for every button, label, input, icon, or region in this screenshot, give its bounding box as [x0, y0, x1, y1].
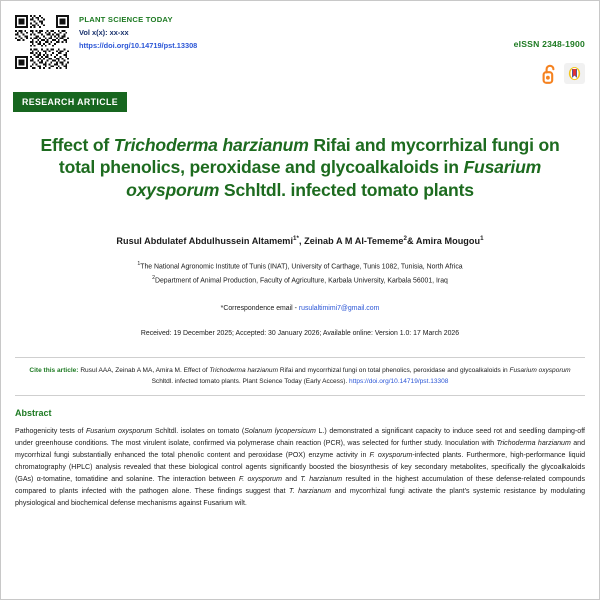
- author-1-sup: 1*: [293, 235, 299, 243]
- title-part-2: Rifai and mycorrhizal fungi on total phenolics, peroxidase and glycoalkaloids in: [58, 134, 560, 178]
- title-part-1: Effect of: [40, 134, 114, 155]
- citation-doi-link[interactable]: https://doi.org/10.14719/pst.13308: [349, 378, 449, 386]
- correspondence-line: [1, 287, 599, 312]
- abstract-seg-1: Pathogenicity tests of: [15, 427, 86, 435]
- abstract-seg-2: Schltdl. isolates on tomato (: [152, 427, 245, 435]
- author-1-name: Rusul Abdulatef Abdulhussein Altamemi: [116, 236, 294, 247]
- masthead: [1, 1, 599, 84]
- badge-row: [514, 63, 585, 84]
- publication-dates: Received: 19 December 2025; Accepted: 30 January 2026; Available online: Version 1.0: 17 March 2026: [140, 329, 460, 337]
- abstract-seg-3: L.) demonstrated a significant capacity to induce seed rot and seedling damping-off under greenhouse conditions. The most virulent isolate, confirmed via polymerase chain reaction (PCR), was selected for further study. Inoculation with: [15, 427, 586, 447]
- abstract-species-2: Solanum lycopersicum: [244, 427, 316, 435]
- masthead-right: [514, 15, 585, 84]
- abstract-seg-7: resulted in the highest accumulation of these defense-related compounds compared to plants infected with the pathogen alone. These findings suggest that: [15, 476, 585, 496]
- citation-species-2: Fusarium oxysporum: [509, 366, 571, 374]
- citation-text-2: Rifai and mycorrhizal fungi on total phenolics, peroxidase and glycoalkaloids in: [278, 366, 510, 374]
- crossmark-glyph-icon: [567, 66, 582, 81]
- abstract-seg-8: and mycorrhizal fungi activate the plant's systemic resistance by modulating physiological and biochemical defense mechanisms against Fusarium wilt.: [15, 488, 586, 508]
- abstract-species-3: Trichoderma harzianum: [496, 439, 571, 447]
- author-2-sup: 2: [403, 235, 408, 243]
- journal-doi-link[interactable]: https://doi.org/10.14719/pst.13308: [79, 41, 198, 51]
- title-species-2: Fusarium oxysporum: [126, 157, 542, 200]
- article-type-row: [1, 84, 599, 112]
- abstract-species-6: T. harzianum: [300, 476, 343, 484]
- journal-name: PLANT SCIENCE TODAY: [79, 15, 173, 24]
- qr-code-icon: [15, 15, 69, 69]
- affiliation-list: [1, 246, 599, 287]
- affiliation-item: [45, 274, 555, 287]
- title-part-3: Schltdl. infected tomato plants: [219, 179, 474, 200]
- author-2-name: Zeinab A M Al-Tememe: [304, 236, 404, 247]
- title-species-1: Trichoderma harzianum: [113, 134, 309, 155]
- abstract-heading: Abstract: [15, 407, 52, 418]
- correspondence-label: *Correspondence email -: [220, 304, 299, 312]
- abstract-seg-4: and mycorrhizal fungi substantially enhanced the total phenolic content and peroxidase (POX) enzyme activity in: [15, 439, 585, 460]
- author-list: [1, 213, 599, 246]
- abstract-species-1: Fusarium oxysporum: [85, 427, 153, 435]
- abstract-seg-6: and: [281, 476, 301, 484]
- eissn-label: eISSN 2348-1900: [513, 39, 585, 49]
- author-3-sup: 1: [480, 235, 484, 243]
- abstract-species-5: F. oxysporum: [238, 476, 282, 484]
- abstract-species-4: F. oxysporum: [369, 452, 413, 460]
- affiliation-2-sup: 2: [152, 274, 155, 281]
- affiliation-1-text: The National Agronomic Institute of Tunis (INAT), University of Carthage, Tunis 1082, Tunisia, North Africa: [140, 263, 463, 271]
- affiliation-1-sup: 1: [137, 261, 141, 268]
- correspondence-email-link[interactable]: rusulaltimimi7@gmail.com: [298, 304, 380, 312]
- open-access-lock-icon[interactable]: [542, 63, 558, 84]
- author-sep-2: &: [407, 236, 416, 247]
- abstract-body: [1, 418, 599, 511]
- article-type-badge: RESEARCH ARTICLE: [13, 92, 127, 112]
- crossmark-badge-icon[interactable]: [564, 63, 585, 84]
- citation-text-1: Rusul AAA, Zeinab A MA, Amira M. Effect of: [80, 366, 210, 374]
- masthead-left: [15, 15, 197, 69]
- citation-block: [15, 357, 585, 396]
- author-3-name: Amira Mougou: [415, 236, 481, 247]
- affiliation-2-text: Department of Animal Production, Faculty of Agriculture, Karbala University, Karbala 56001, Iraq: [155, 276, 448, 284]
- citation-species-1: Trichoderma harzianum: [209, 366, 279, 374]
- abstract-seg-5: -infected plants. Furthermore, high-performance liquid chromatography (HPLC) analysis revealed that these biological control agents significantly boosted the biosynthesis of key secondary metabolites, specifically the glycoalkaloids (GAs) α-tomatine, tomatidine and solanine. The interaction between: [15, 452, 586, 484]
- journal-info: [79, 15, 197, 51]
- citation-lead-label: Cite this article:: [29, 366, 81, 374]
- citation-text-3: Schltdl. infected tomato plants. Plant Science Today (Early Access).: [151, 378, 350, 386]
- author-sep-1: ,: [298, 236, 305, 247]
- journal-volume: Vol x(x): xx-xx: [79, 28, 129, 38]
- page-title: [1, 124, 599, 202]
- abstract-species-7: T. harzianum: [289, 488, 332, 496]
- affiliation-item: [45, 260, 555, 273]
